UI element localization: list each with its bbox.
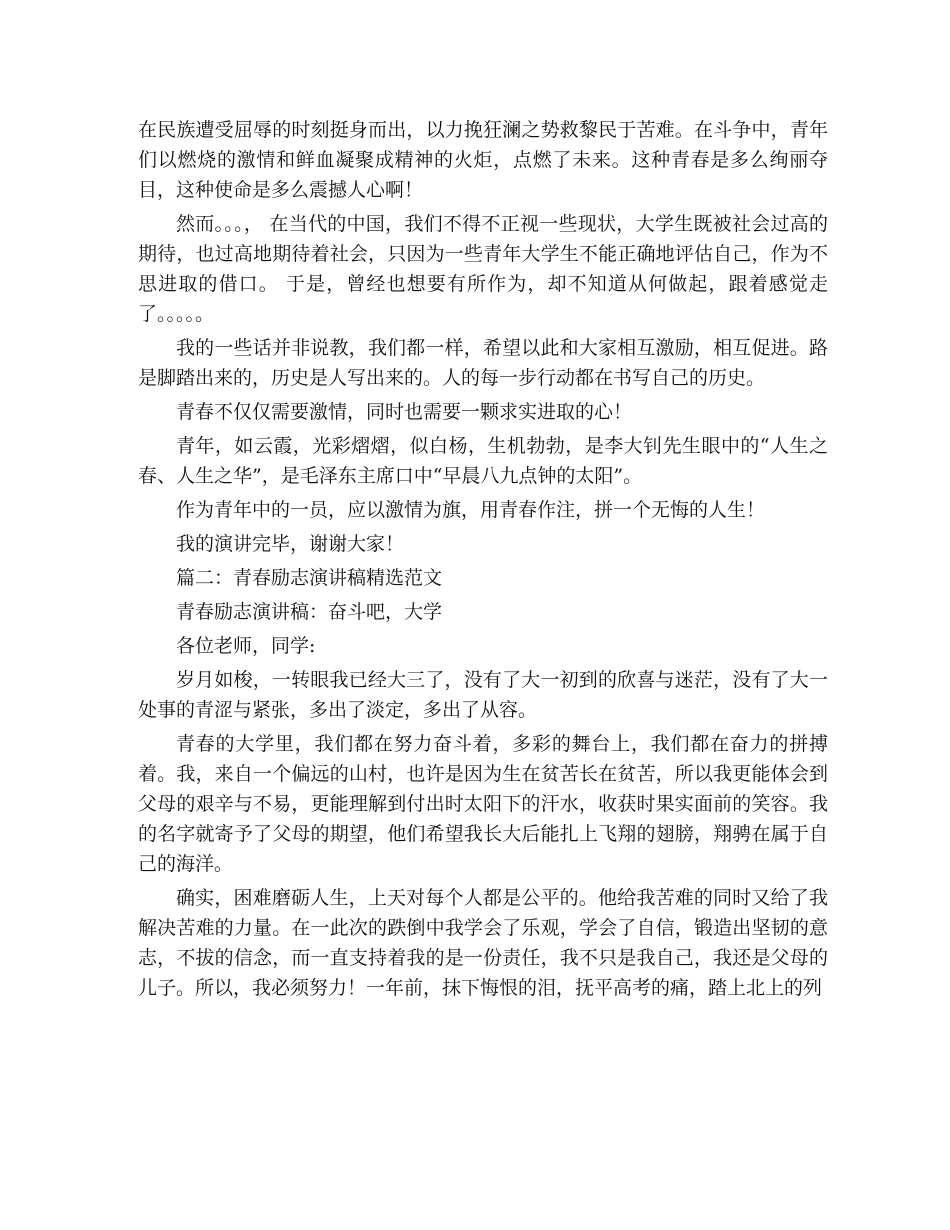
salutation: 各位老师，同学: <box>176 635 316 657</box>
paragraph: 青春的大学里，我们都在努力奋斗着，多彩的舞台上，我们都在奋力的拼搏着。我，来自一个偏远的山村，也许是因为生在贫苦长在贫苦，所以我更能体会到父母的艰辛与不易，更能理解到付出时太阳下的汗水，收获时果实面前的笑容。我的名字就寄予了父母的期望，他们希望我长大后能扎上飞翔的翅膀，翔骋在属于自己的海洋。 <box>138 733 828 875</box>
speech-title: 青春励志演讲稿：奋斗吧，大学 <box>176 601 443 623</box>
paragraph: 作为青年中的一员，应以激情为旗，用青春作注，拼一个无悔的人生！ <box>176 499 766 521</box>
paragraph: 确实，困难磨砺人生，上天对每个人都是公平的。他给我苦难的同时又给了我解决苦难的力量。在一此次的跌倒中我学会了乐观，学会了自信，锻造出坚韧的意志，不拔的信念，而一直支持着我的是一份责任，我不只是我自己，我还是父母的儿子。所以，我必须努力！一年前，抹下悔恨的泪，抚平高考的痛，踏上北上的列 <box>138 887 828 999</box>
paragraph: 我的演讲完毕，谢谢大家！ <box>176 533 405 555</box>
paragraph: 青春不仅仅需要激情，同时也需要一颗求实进取的心！ <box>176 401 633 423</box>
paragraph-continuation: 在民族遭受屈辱的时刻挺身而出，以力挽狂澜之势救黎民于苦难。在斗争中，青年们以燃烧的激情和鲜血凝聚成精神的火炬，点燃了未来。这种青春是多么绚丽夺目，这种使命是多么震撼人心啊！ <box>138 119 828 201</box>
paragraph: 青年，如云霞，光彩熠熠，似白杨，生机勃勃，是李大钊先生眼中的“人生之春、人生之华”，是毛泽东主席口中“早晨八九点钟的太阳”。 <box>138 435 828 487</box>
paragraph: 我的一些话并非说教，我们都一样，希望以此和大家相互激励，相互促进。路是脚踏出来的，历史是人写出来的。人的每一步行动都在书写自己的历史。 <box>138 337 828 389</box>
section-heading: 篇二：青春励志演讲稿精选范文 <box>176 567 443 589</box>
paragraph: 然而。。。， 在当代的中国，我们不得不正视一些现状，大学生既被社会过高的期待，也过高地期待着社会，只因为一些青年大学生不能正确地评估自己，作为不思进取的借口。 于是，曾经也想要有所作为，却不知道从何做起，跟着感觉走了。。。。。 <box>138 213 828 325</box>
document-body <box>138 115 828 1007</box>
paragraph: 岁月如梭，一转眼我已经大三了，没有了大一初到的欣喜与迷茫，没有了大一处事的青涩与紧张，多出了淡定，多出了从容。 <box>138 669 828 721</box>
